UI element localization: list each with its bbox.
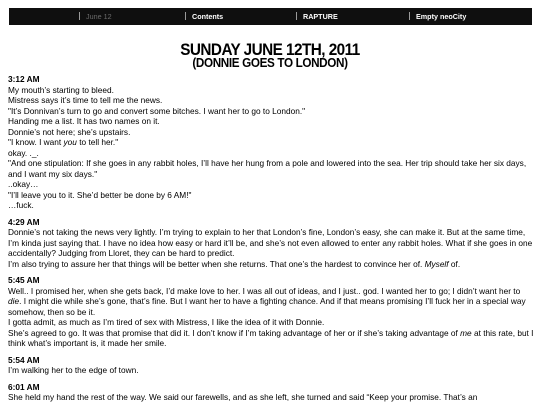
- entry-line: ..okay…: [8, 179, 39, 189]
- entry-line: "And one stipulation: If she goes in any rabbit holes, I’ll have her hung from a pole and lowered into the sea. Her trip should take her six days, and I want my six days.": [8, 158, 527, 179]
- entry-timestamp: 3:12 AM: [8, 74, 40, 84]
- nav-separator: [79, 12, 80, 20]
- emphasis-text: die: [8, 296, 20, 306]
- nav-item-june-12[interactable]: [79, 8, 112, 25]
- journal-entry: [8, 355, 534, 376]
- entry-timestamp: 4:29 AM: [8, 216, 40, 227]
- nav-item-rapture[interactable]: [296, 8, 338, 25]
- journal-entry: [8, 217, 534, 270]
- entry-line: I gotta admit, as much as I’m tired of sex with Mistress, I like the idea of it with Donnie.: [8, 317, 325, 327]
- nav-item-label: Contents: [192, 12, 224, 21]
- nav-item-empty-neocity[interactable]: [409, 8, 466, 25]
- entry-line: Mistress says it’s time to tell me the news.: [8, 95, 163, 105]
- nav-separator: [185, 12, 186, 20]
- entry-line: She’s agreed to go. It was that promise that did it. I don’t know if I’m taking advantage of her or if she’s taking advantage of me at this rate, but I think what’s important is, it made her smile.: [8, 327, 534, 348]
- entry-line: Donnie’s not taking the news very lightly. I’m trying to explain to her that London’s fine, London’s easy, she can make it. But at the same time, I’m kinda just saying that. I have no idea how easy or hard it’ll be, and she’s not even allowed to enter any rabbit holes. What if she goes in one accidentally? Judging from Lloret, they can be hard to predict.: [8, 227, 533, 258]
- entry-line: My mouth’s starting to bleed.: [8, 84, 114, 95]
- page-title-block: [0, 42, 540, 69]
- journal-entry: [8, 74, 534, 211]
- entry-timestamp: 5:45 AM: [8, 275, 40, 285]
- page-subtitle: (DONNIE GOES TO LONDON): [192, 55, 348, 70]
- journal-entry: [8, 382, 534, 403]
- nav-item-label: RAPTURE: [303, 12, 338, 21]
- emphasis-text: me: [460, 327, 472, 338]
- nav-item-label: Empty neoCity: [416, 12, 467, 21]
- journal-entry: [8, 275, 534, 349]
- nav-separator: [409, 12, 410, 20]
- entry-line: I’m also trying to assure her that things will be better when she returns. That one’s the hardest to convince her of. Myself of.: [8, 258, 461, 269]
- entry-line: "I’ll leave you to it. She’d better be done by 6 AM!": [8, 189, 192, 200]
- emphasis-text: you: [63, 137, 77, 147]
- entry-line: "I know. I want you to tell her.": [8, 137, 119, 147]
- emphasis-text: Myself: [424, 258, 449, 269]
- nav-item-contents[interactable]: [185, 8, 223, 25]
- entry-line: Donnie’s not here; she’s upstairs.: [8, 126, 131, 137]
- entry-line: okay. ._.: [8, 147, 39, 158]
- top-nav-bar: [9, 8, 532, 25]
- entry-line: I’m walking her to the edge of town.: [8, 365, 139, 375]
- nav-item-label: June 12: [86, 12, 112, 21]
- entry-line: Handing me a list. It has two names on it.: [8, 116, 160, 126]
- journal-content: [8, 74, 534, 405]
- nav-separator: [296, 12, 297, 20]
- page-title: SUNDAY JUNE 12TH, 2011: [180, 40, 360, 59]
- entry-line: …fuck.: [8, 200, 34, 210]
- entry-line: Well.. I promised her, when she gets back, I’d make love to her. I was all out of ideas, and I just.. god. I wanted her to go; I didn’t want her to die. I might die while she’s gone, that’s fine. But I want her to have a fighting chance. And if that means promising I’ll fuck her in a special way somehow, then so be it.: [8, 285, 526, 317]
- entry-line: "It’s Donnivan’s turn to go and convert some bitches. I want her to go to London.": [8, 105, 306, 116]
- entry-line: She held my hand the rest of the way. We said our farewells, and as she left, she turned and said “Keep your promise. That’s an: [8, 392, 478, 402]
- entry-timestamp: 6:01 AM: [8, 381, 40, 392]
- entry-timestamp: 5:54 AM: [8, 354, 40, 365]
